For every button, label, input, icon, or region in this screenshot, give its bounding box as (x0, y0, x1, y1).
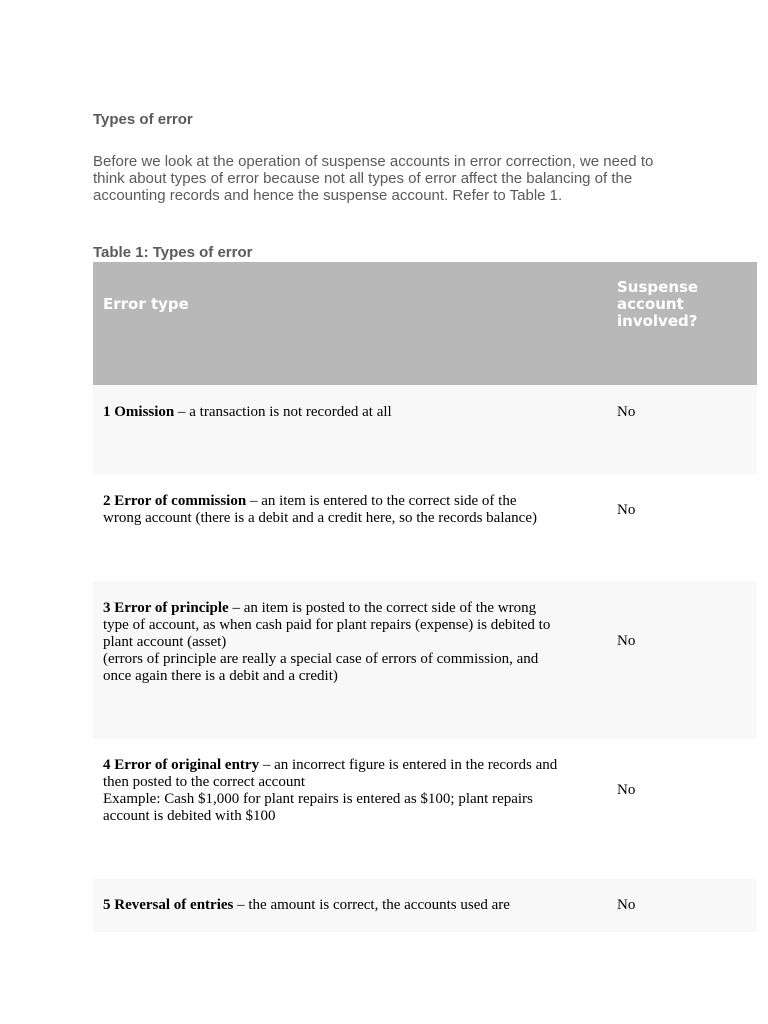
intro-paragraph (93, 153, 693, 204)
header-suspense-line: involved? (617, 312, 698, 330)
table-row (93, 581, 757, 739)
table-header-row (93, 262, 757, 385)
error-type-line (103, 757, 583, 774)
error-type-line: (errors of principle are really a special case of errors of commission, and (103, 651, 539, 667)
error-type-cell (103, 404, 583, 421)
error-type-title: 3 Error of principle (103, 600, 229, 616)
error-type-title: 4 Error of original entry (103, 757, 260, 773)
error-type-desc: – an item is entered to the correct side of the (249, 493, 517, 509)
error-type-line: type of account, as when cash paid for plant repairs (expense) is debited to (103, 617, 551, 633)
intro-line: think about types of error because not all types of error affect the balancing of the (93, 170, 633, 187)
error-type-title: 5 Reversal of entries (103, 897, 234, 913)
error-type-cell (103, 600, 583, 685)
header-suspense-involved (617, 279, 727, 330)
header-error-type: Error type (103, 295, 189, 313)
error-type-desc: – an item is posted to the correct side of the wrong (232, 600, 537, 616)
suspense-cell: No (617, 897, 636, 913)
intro-line: Before we look at the operation of suspense accounts in error correction, we need to (93, 153, 654, 170)
error-types-table (93, 262, 757, 932)
error-type-line: Example: Cash $1,000 for plant repairs is entered as $100; plant repairs (103, 791, 533, 807)
table-row (93, 739, 757, 879)
intro-line: accounting records and hence the suspense account. Refer to Table 1. (93, 187, 563, 204)
error-type-title: 1 Omission (103, 404, 175, 420)
error-type-line (103, 600, 583, 617)
suspense-cell: No (617, 404, 636, 420)
section-heading: Types of error (93, 111, 193, 128)
error-type-line: then posted to the correct account (103, 774, 306, 790)
error-type-line: once again there is a debit and a credit) (103, 668, 338, 684)
table-row (93, 879, 757, 932)
suspense-cell: No (617, 633, 636, 649)
error-type-desc: – a transaction is not recorded at all (178, 404, 392, 420)
table-row (93, 385, 757, 474)
table-row (93, 474, 757, 581)
error-type-line (103, 897, 583, 914)
error-type-cell (103, 493, 583, 527)
error-type-cell (103, 757, 583, 825)
table-caption: Table 1: Types of error (93, 244, 253, 261)
header-suspense-line: Suspense (617, 278, 699, 296)
suspense-cell: No (617, 782, 636, 798)
error-type-line: plant account (asset) (103, 634, 227, 650)
error-type-desc: – an incorrect figure is entered in the records and (262, 757, 558, 773)
suspense-cell: No (617, 502, 636, 518)
error-type-line (103, 493, 583, 510)
error-type-line: account is debited with $100 (103, 808, 276, 824)
error-type-cell (103, 897, 583, 914)
header-suspense-line: account (617, 295, 684, 313)
error-type-title: 2 Error of commission (103, 493, 247, 509)
error-type-line (103, 404, 583, 421)
error-type-line: wrong account (there is a debit and a credit here, so the records balance) (103, 510, 537, 526)
error-type-desc: – the amount is correct, the accounts used are (237, 897, 510, 913)
